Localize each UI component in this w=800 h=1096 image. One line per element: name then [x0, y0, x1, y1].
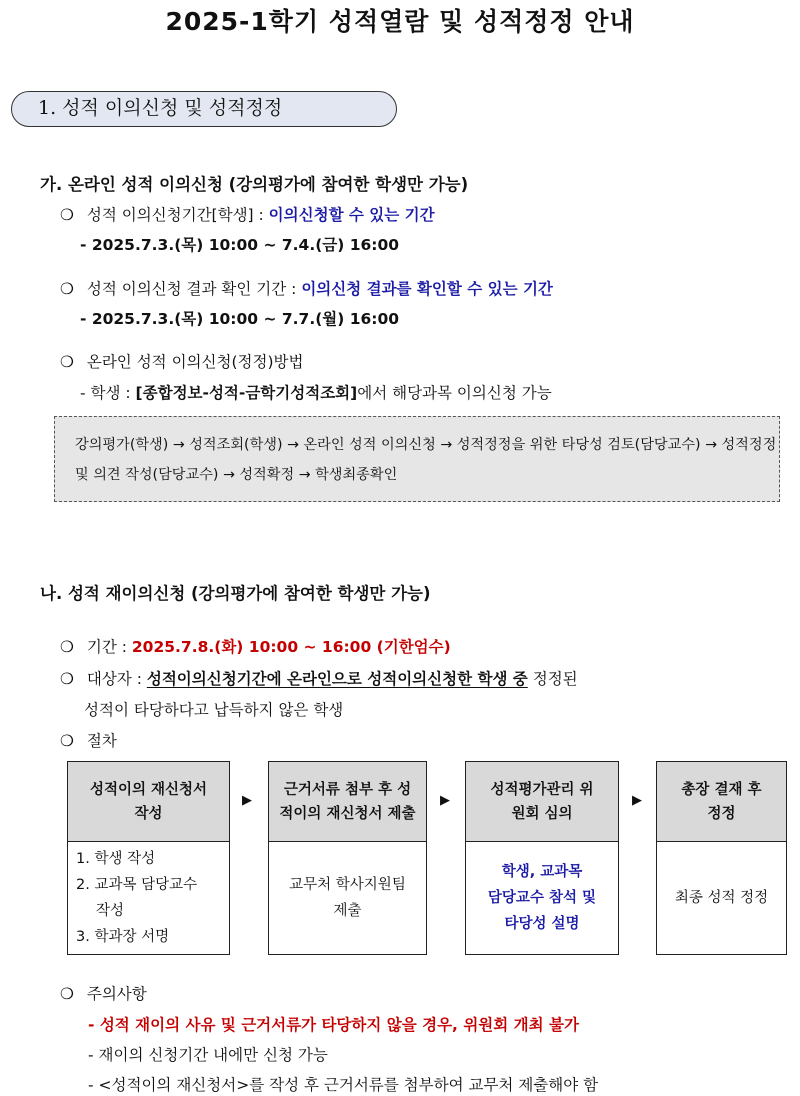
step-2-title: 근거서류 첨부 후 성적이의 재신청서 제출 — [269, 762, 426, 842]
step-arrow-icon: ▶ — [242, 793, 252, 808]
step-4-line: 최종 성적 정정 — [674, 890, 769, 906]
target-line-2: 성적이 타당하다고 납득하지 않은 학생 — [84, 701, 344, 719]
step-2-box — [268, 761, 427, 955]
step-1-body — [68, 842, 229, 954]
caution-line-3: - <성적이의 재신청서>를 작성 후 근거서류를 첨부하여 교무처 제출해야 함 — [88, 1076, 599, 1094]
part-b-heading: 나. 성적 재이의신청 (강의평가에 참여한 학생만 가능) — [40, 584, 431, 603]
appeal-method-item — [60, 350, 303, 372]
appeal-method-label: 온라인 성적 이의신청(정정)방법 — [86, 353, 304, 371]
reappeal-period-value: 2025.7.8.(화) 10:00 ~ 16:00 (기한엄수) — [131, 638, 451, 656]
procedure-item — [60, 729, 117, 751]
caution-line-2: - 재이의 신청기간 내에만 신청 가능 — [88, 1046, 328, 1064]
bullet-circle-icon: ❍ — [60, 280, 74, 298]
step-1-box — [67, 761, 230, 955]
caution-item — [60, 982, 147, 1004]
menu-path: [종합정보-성적-금학기성적조회] — [135, 384, 358, 402]
target-underlined: 성적이의신청기간에 온라인으로 성적이의신청한 학생 중 — [146, 670, 528, 688]
appeal-period-label: 성적 이의신청기간[학생] : — [86, 206, 269, 224]
result-check-date: - 2025.7.3.(목) 10:00 ~ 7.7.(월) 16:00 — [80, 310, 400, 328]
bullet-circle-icon: ❍ — [60, 670, 74, 688]
procedure-label: 절차 — [86, 732, 117, 750]
target-rest: 정정된 — [527, 670, 578, 688]
step-arrow-icon: ▶ — [440, 793, 450, 808]
step-3-line: 타당성 설명 — [504, 916, 580, 932]
step-1-line: 3. 학과장 서명 — [76, 929, 170, 945]
step-4-box — [656, 761, 787, 955]
appeal-period-item — [60, 203, 435, 225]
bullet-circle-icon: ❍ — [60, 353, 74, 371]
result-check-item — [60, 277, 553, 299]
step-4-title: 총장 결재 후 정정 — [657, 762, 786, 842]
bullet-circle-icon: ❍ — [60, 732, 74, 750]
reappeal-period-item — [60, 635, 451, 657]
step-1-line: 작성 — [96, 903, 125, 919]
step-3-box — [465, 761, 619, 955]
step-1-line: 2. 교과목 담당교수 — [76, 877, 198, 893]
process-flow-box: 강의평가(학생) → 성적조회(학생) → 온라인 성적 이의신청 → 성적정정을 위한 타당성 검토(담당교수) → 성적정정 및 의견 작성(담당교수) → 성적확정 → 학생최종확인 — [54, 416, 780, 502]
method-suffix: 에서 해당과목 이의신청 가능 — [357, 384, 552, 402]
step-3-line: 담당교수 참석 및 — [487, 890, 597, 906]
result-check-highlight: 이의신청 결과를 확인할 수 있는 기간 — [301, 280, 553, 298]
step-1-line: 1. 학생 작성 — [76, 851, 156, 867]
page-title: 2025-1학기 성적열람 및 성적정정 안내 — [165, 7, 635, 36]
appeal-period-highlight: 이의신청할 수 있는 기간 — [268, 206, 435, 224]
step-4-body — [657, 842, 786, 954]
step-2-line: 교무처 학사지원팀 — [289, 877, 406, 893]
step-3-line: 학생, 교과목 — [501, 864, 583, 880]
step-1-title: 성적이의 재신청서 작성 — [68, 762, 229, 842]
reappeal-period-label: 기간 : — [86, 638, 132, 656]
section-1-header: 1. 성적 이의신청 및 성적정정 — [11, 91, 397, 127]
target-label: 대상자 : — [86, 670, 147, 688]
bullet-circle-icon: ❍ — [60, 638, 74, 656]
step-2-line: 제출 — [333, 903, 362, 919]
appeal-method-detail — [80, 381, 552, 403]
step-3-title: 성적평가관리 위원회 심의 — [466, 762, 618, 842]
appeal-period-date: - 2025.7.3.(목) 10:00 ~ 7.4.(금) 16:00 — [80, 236, 400, 254]
part-a-heading: 가. 온라인 성적 이의신청 (강의평가에 참여한 학생만 가능) — [40, 175, 469, 194]
method-prefix: - 학생 : — [80, 384, 136, 402]
result-check-label: 성적 이의신청 결과 확인 기간 : — [86, 280, 302, 298]
step-arrow-icon: ▶ — [632, 793, 642, 808]
bullet-circle-icon: ❍ — [60, 985, 74, 1003]
target-item — [60, 667, 578, 689]
step-2-body — [269, 842, 426, 954]
step-3-body — [466, 842, 618, 954]
caution-line-1: - 성적 재이의 사유 및 근거서류가 타당하지 않을 경우, 위원회 개최 불가 — [88, 1016, 579, 1034]
caution-label: 주의사항 — [86, 985, 147, 1003]
bullet-circle-icon: ❍ — [60, 206, 74, 224]
